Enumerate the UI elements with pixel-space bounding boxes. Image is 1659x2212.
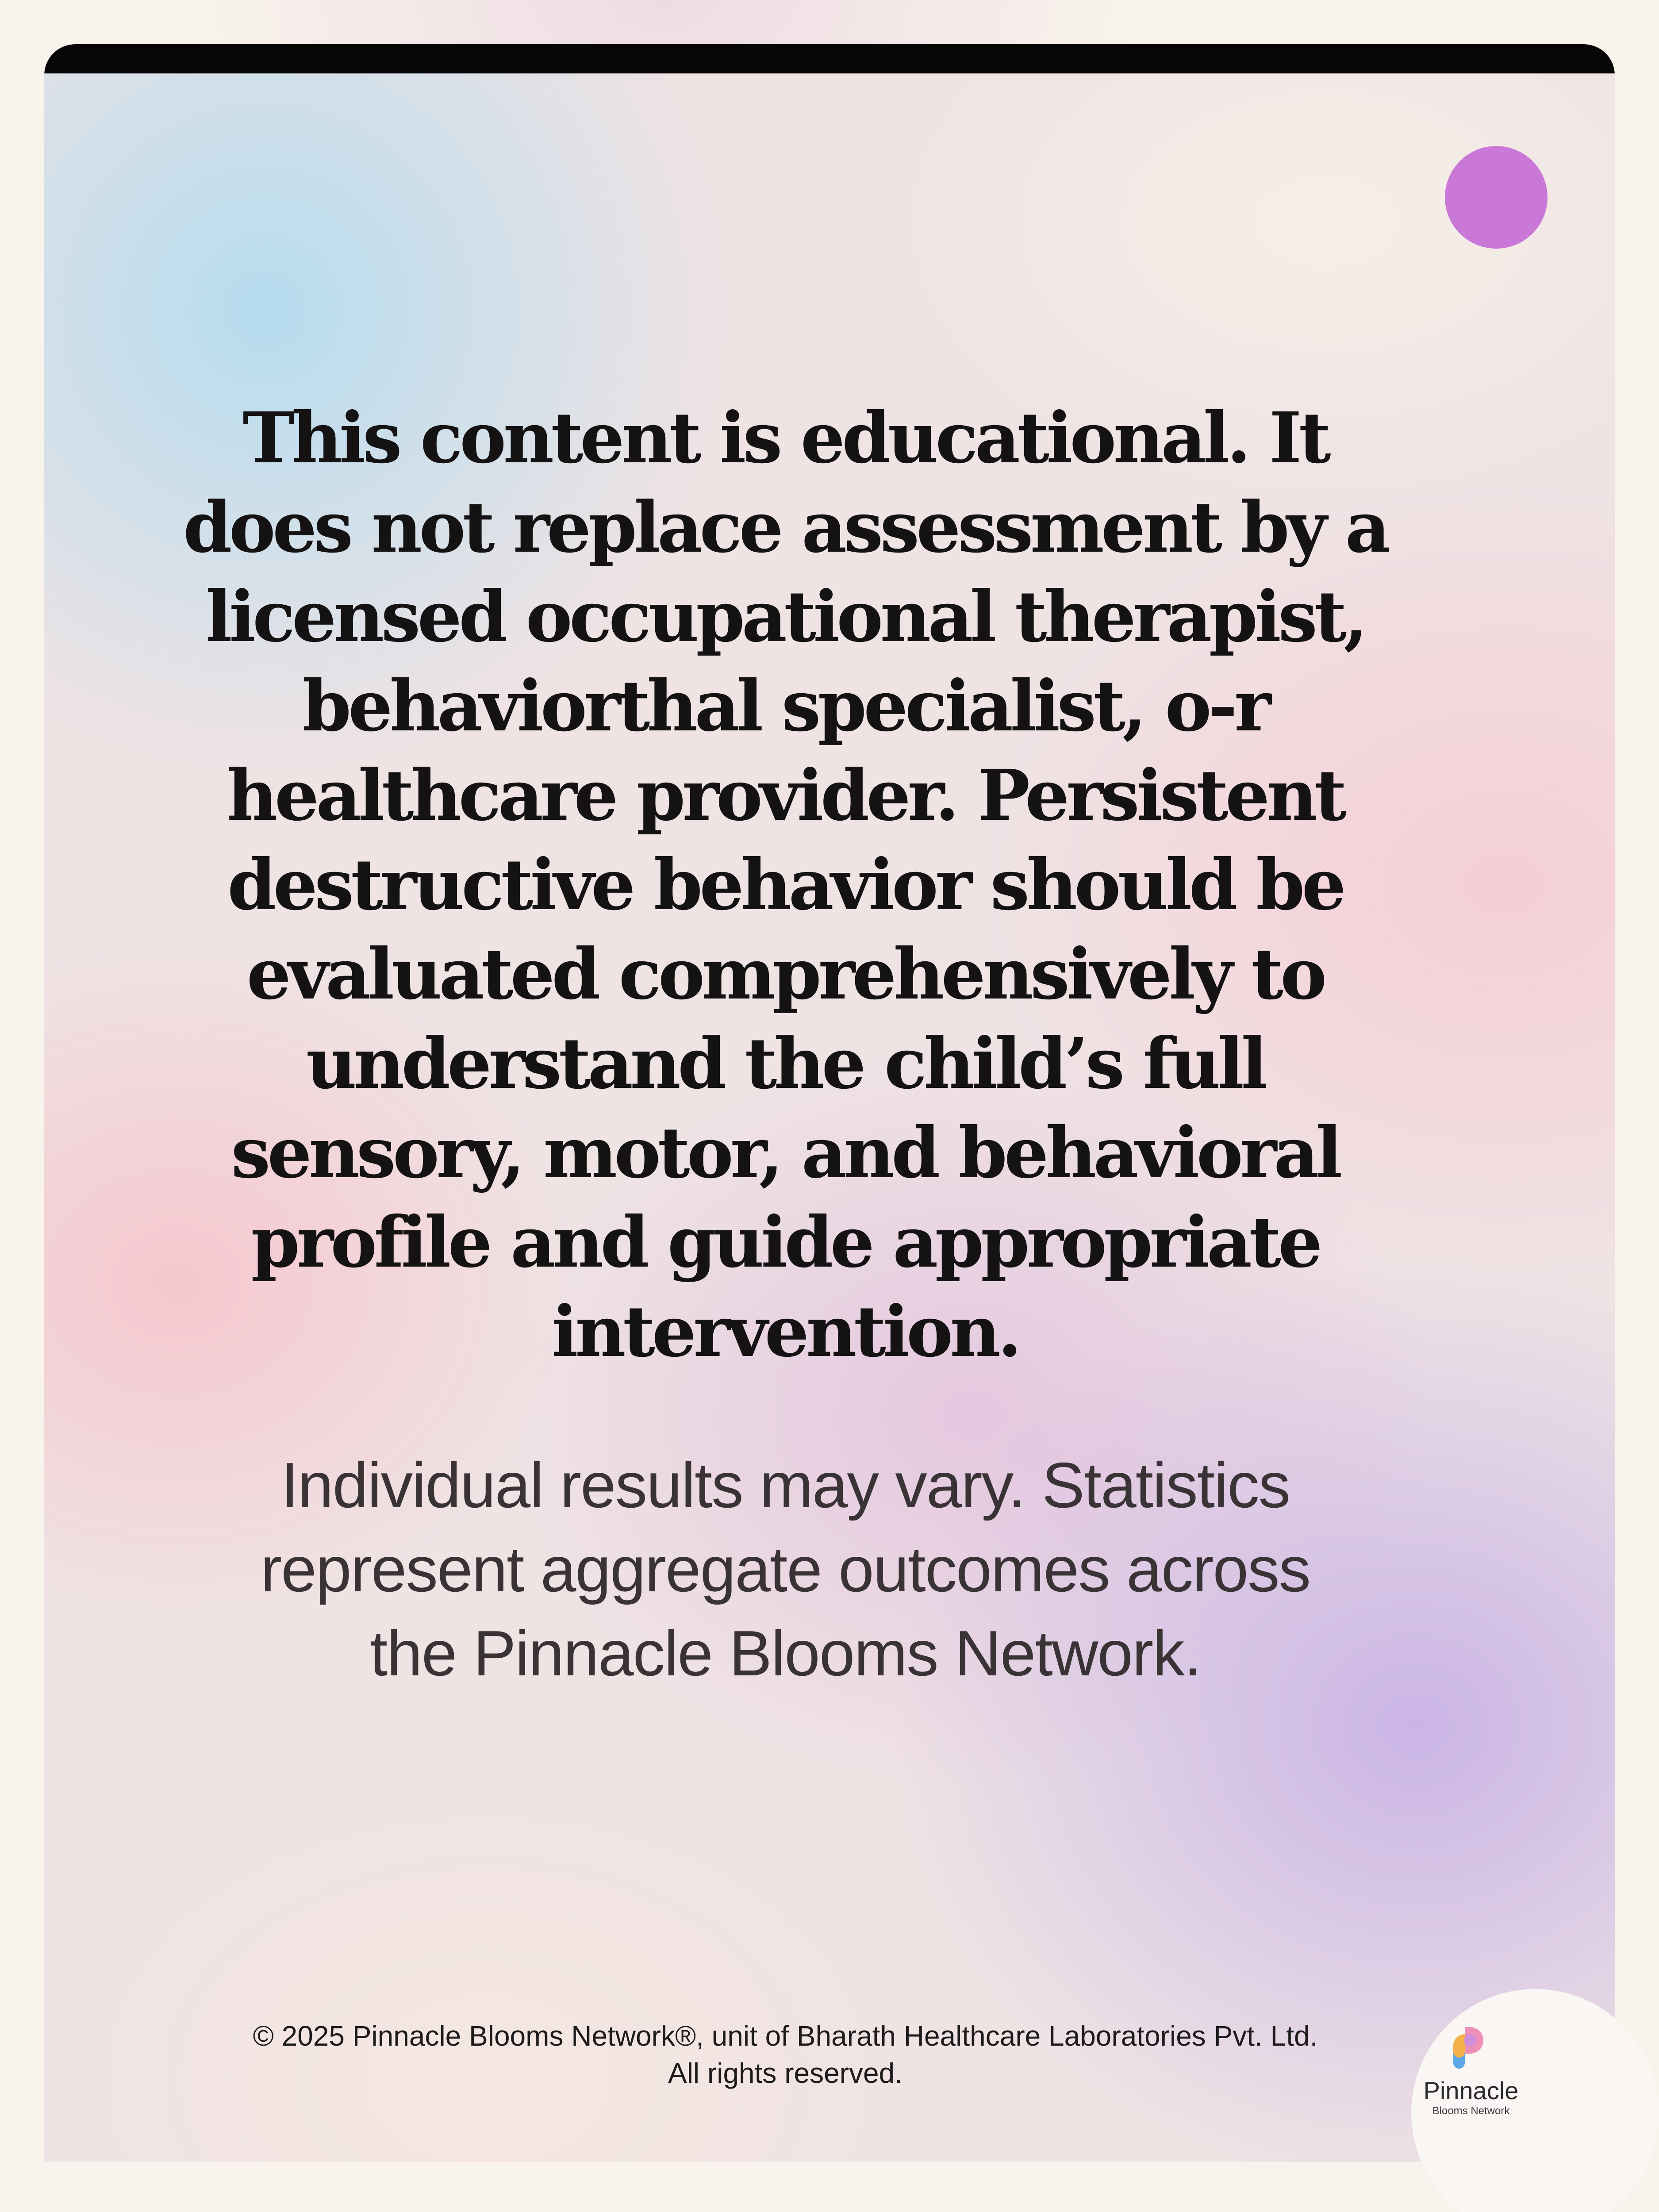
- footer-copyright: © 2025 Pinnacle Blooms Network®, unit of Bharath Healthcare Laboratories Pvt. Ltd.: [253, 2020, 1318, 2052]
- footer: [133, 2017, 1438, 2092]
- disclaimer-text: This content is educational. It does not replace assessment by a licensed occupational therapist, behaviorthal specialist, o-r healthcare provider. Persistent destructive behavior should be evaluated comprehensively to understand the child’s full sensory, motor, and behavioral profile and guide appropriate intervention.: [183, 397, 1387, 1373]
- accent-dot: [1445, 146, 1548, 249]
- results-note-text: Individual results may vary. Statistics represent aggregate outcomes across the Pinnacle Blooms Network.: [260, 1449, 1310, 1689]
- footer-rights: All rights reserved.: [668, 2057, 902, 2089]
- brand-subtitle: Blooms Network: [1432, 2105, 1510, 2117]
- brand-name: Pinnacle: [1423, 2077, 1519, 2104]
- pinnacle-logo-icon: [1452, 2024, 1490, 2070]
- card-top-bar: [44, 44, 1615, 73]
